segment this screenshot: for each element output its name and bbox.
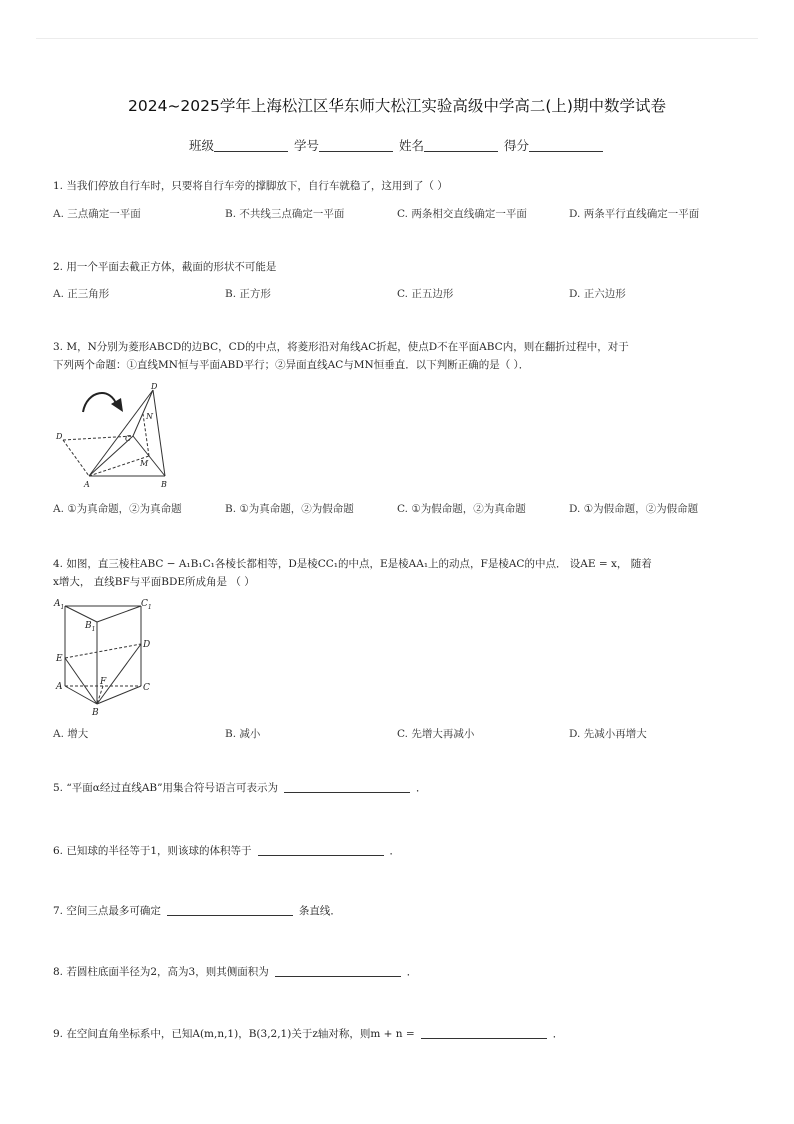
- number-blank[interactable]: [319, 139, 393, 152]
- q2-option-c[interactable]: C. 正五边形: [397, 288, 454, 300]
- q1-option-d[interactable]: D. 两条平行直线确定一平面: [569, 208, 700, 220]
- question-4-figure: [53, 594, 163, 718]
- question-7: [53, 902, 341, 920]
- question-9: [53, 1025, 563, 1043]
- page-title: 2024~2025学年上海松江区华东师大松江实验高级中学高二(上)期中数学试卷: [128, 97, 666, 115]
- q2-option-b[interactable]: B. 正方形: [225, 288, 271, 300]
- q3-label-b: B: [161, 480, 167, 489]
- q3-option-d[interactable]: D. ①为假命题，②为假命题: [569, 503, 699, 515]
- question-7-end: 条直线．: [298, 905, 341, 917]
- q3-option-c[interactable]: C. ①为假命题，②为真命题: [397, 503, 526, 515]
- q4-label-a: A: [56, 682, 63, 692]
- q4-option-a[interactable]: A. 增大: [53, 728, 89, 740]
- q1-option-c[interactable]: C. 两条相交直线确定一平面: [397, 208, 527, 220]
- q3-label-d-top: D: [151, 382, 158, 391]
- name-label: 姓名: [398, 138, 424, 153]
- class-label: 班级: [188, 138, 214, 153]
- q3-label-a: A: [84, 480, 90, 489]
- question-8-text: 8. 若圆柱底面半径为2，高为3，则其侧面积为: [53, 966, 269, 978]
- number-label: 学号: [293, 138, 319, 153]
- question-4-text-line2: x增大， 直线BF与平面BDE所成角是 （ ）: [53, 576, 255, 588]
- question-3-figure: [53, 380, 183, 492]
- q4-label-a1: $A_1$: [54, 599, 65, 611]
- q4-label-c: C: [143, 683, 150, 693]
- question-8-end: ．: [406, 966, 418, 978]
- q4-label-f: F: [100, 677, 107, 687]
- question-6-answer-blank[interactable]: [258, 844, 384, 856]
- question-9-end: ．: [552, 1028, 564, 1040]
- q3-option-a[interactable]: A. ①为真命题，②为真命题: [53, 503, 182, 515]
- question-8-answer-blank[interactable]: [275, 965, 401, 977]
- question-5-end: ．: [415, 782, 427, 794]
- q3-label-n: N: [146, 412, 153, 421]
- q2-option-a[interactable]: A. 正三角形: [53, 288, 110, 300]
- score-label: 得分: [503, 138, 529, 153]
- q4-option-b[interactable]: B. 减小: [225, 728, 261, 740]
- q1-option-b[interactable]: B. 不共线三点确定一平面: [225, 208, 345, 220]
- q4-label-b1: $B_1$: [85, 621, 96, 633]
- question-5-answer-blank[interactable]: [284, 781, 410, 793]
- question-2-text: 2. 用一个平面去截正方体，截面的形状不可能是: [53, 261, 277, 273]
- question-9-answer-blank[interactable]: [421, 1027, 547, 1039]
- q3-label-c: C: [125, 434, 132, 443]
- question-3-text-line1: 3. M，N分别为菱形ABCD的边BC，CD的中点，将菱形沿对角线AC折起，使点D不在平面ABC内，则在翻折过程中，对于: [53, 341, 629, 353]
- fold-arrowhead-icon: [111, 398, 123, 412]
- q4-label-e: E: [56, 654, 63, 664]
- class-blank[interactable]: [214, 139, 288, 152]
- question-9-text: 9. 在空间直角坐标系中，已知A(m,n,1)，B(3,2,1)关于z轴对称，则m + n =: [53, 1028, 415, 1040]
- question-3-text-line2: 下列两个命题：①直线MN恒与平面ABD平行；②异面直线AC与MN恒垂直．以下判断正确的是（ ）．: [53, 359, 530, 371]
- question-6-text: 6. 已知球的半径等于1，则该球的体积等于: [53, 845, 252, 857]
- question-1-text: 1. 当我们停放自行车时，只要将自行车旁的撑脚放下，自行车就稳了，这用到了（ ）: [53, 180, 448, 192]
- name-blank[interactable]: [424, 139, 498, 152]
- question-5: [53, 779, 426, 797]
- q3-label-m: M: [140, 459, 149, 468]
- header-divider: [36, 38, 758, 39]
- q4-label-c1: $C_1$: [141, 599, 152, 611]
- q4-option-c[interactable]: C. 先增大再减小: [397, 728, 475, 740]
- score-blank[interactable]: [529, 139, 603, 152]
- fold-arrow-icon: [83, 393, 117, 412]
- question-6: [53, 842, 400, 860]
- q3-label-d-left: D: [56, 432, 63, 441]
- question-7-answer-blank[interactable]: [167, 904, 293, 916]
- q1-option-a[interactable]: A. 三点确定一平面: [53, 208, 141, 220]
- question-4-text-line1: 4. 如图，直三棱柱ABC − A₁B₁C₁各棱长都相等，D是棱CC₁的中点，E是棱AA₁上的动点，F是棱AC的中点． 设AE = x， 随着: [53, 558, 652, 570]
- question-7-text: 7. 空间三点最多可确定: [53, 905, 161, 917]
- question-8: [53, 963, 417, 981]
- q4-label-b: B: [92, 708, 99, 718]
- question-5-text: 5. “平面α经过直线AB”用集合符号语言可表示为: [53, 782, 278, 794]
- q4-option-d[interactable]: D. 先减小再增大: [569, 728, 647, 740]
- q3-option-b[interactable]: B. ①为真命题，②为假命题: [225, 503, 354, 515]
- q4-label-d: D: [143, 640, 151, 650]
- q2-option-d[interactable]: D. 正六边形: [569, 288, 626, 300]
- student-info-line: [0, 136, 794, 154]
- question-6-end: ．: [389, 845, 401, 857]
